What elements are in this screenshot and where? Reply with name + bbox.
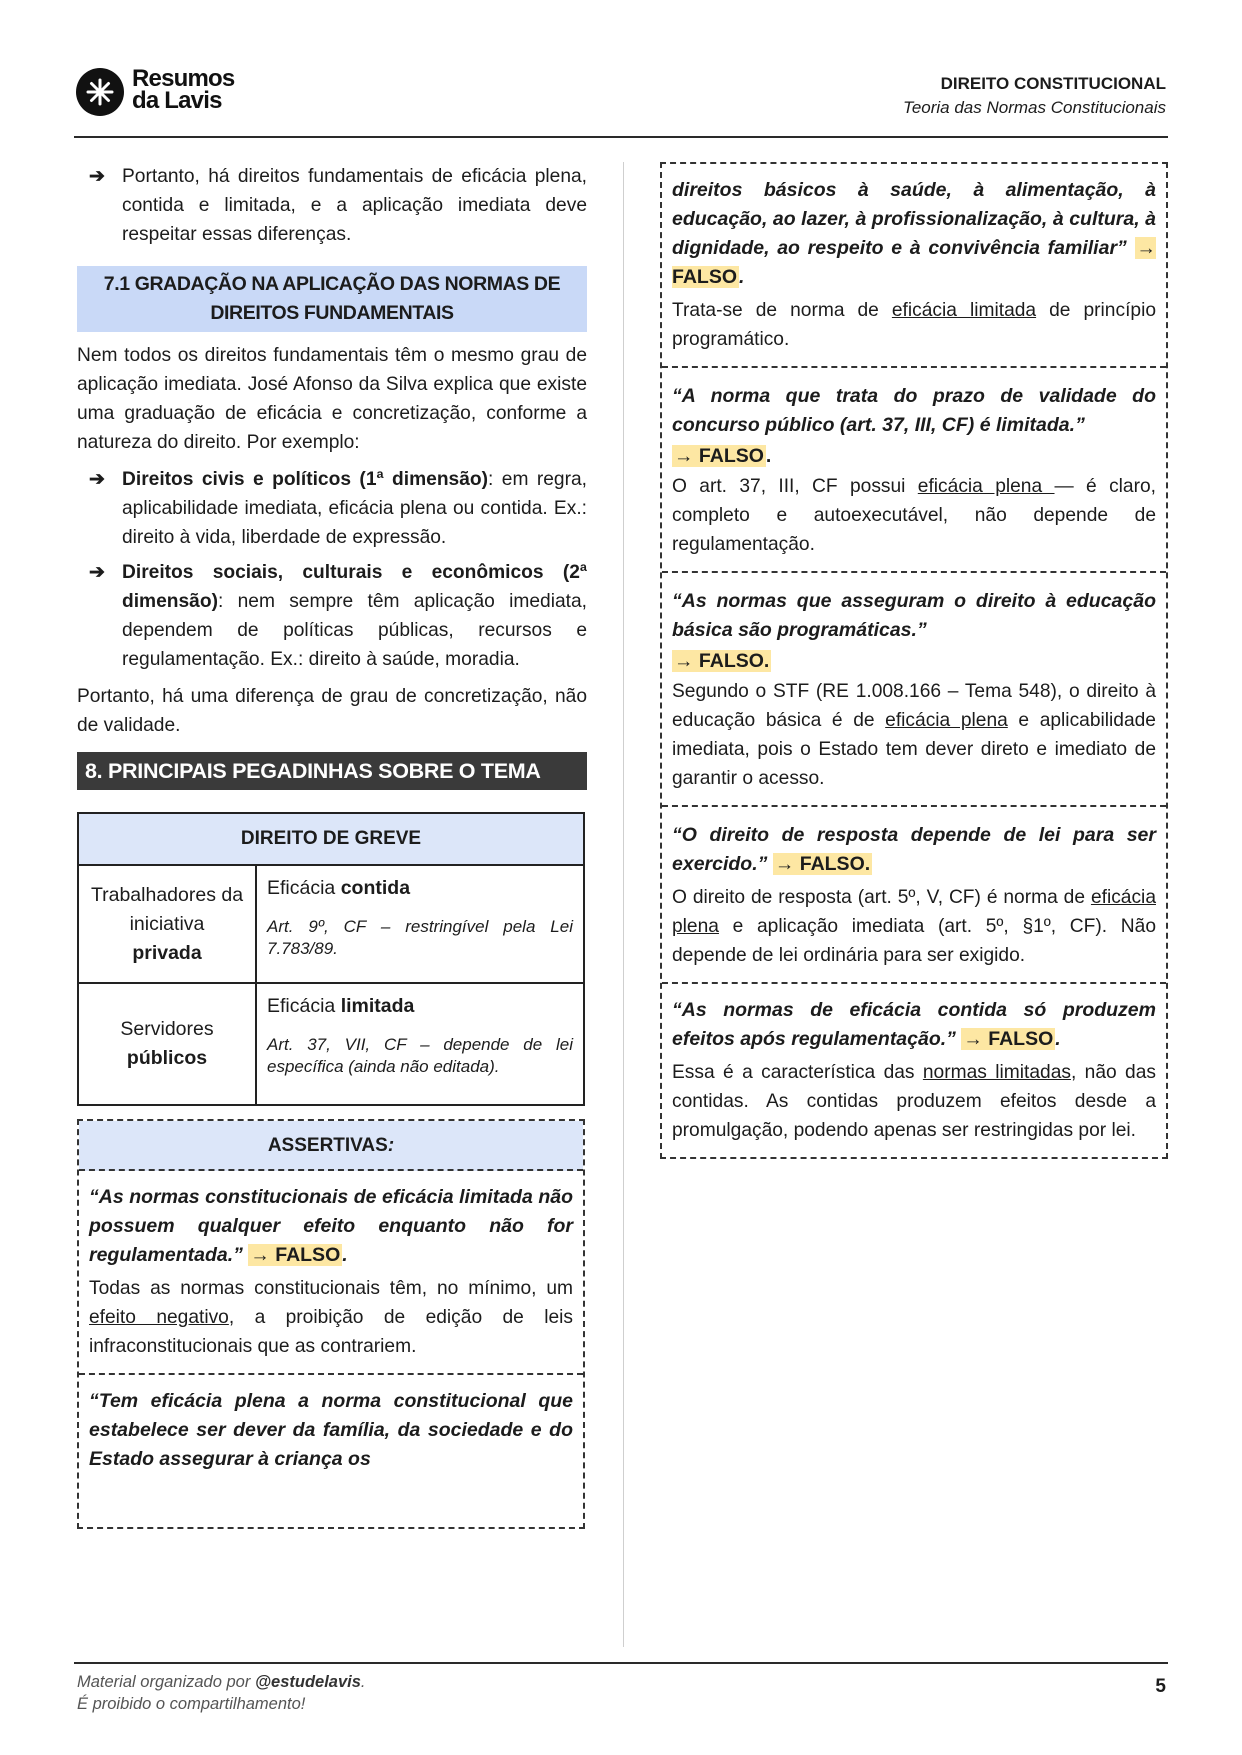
footer-credit-text: Material organizado por — [77, 1673, 255, 1691]
answer-underlined: normas limitadas — [922, 1062, 1071, 1083]
page-footer — [77, 1671, 366, 1715]
answer-underlined: eficácia plena — [917, 476, 1055, 497]
assertion-entry — [662, 984, 1166, 1157]
verdict-line — [672, 645, 1156, 677]
assertion-answer — [672, 472, 1156, 559]
asterisk-icon — [76, 68, 124, 116]
footer-divider — [74, 1662, 1168, 1664]
brand-name — [132, 65, 235, 114]
efficacy-kind: contida — [340, 877, 411, 899]
verdict-badge: → FALSO — [250, 1244, 341, 1266]
footer-notice: É proibido o compartilhamento! — [77, 1695, 306, 1713]
page-number: 5 — [1155, 1676, 1166, 1697]
table-row — [78, 983, 584, 1105]
intro-arrow-item — [77, 162, 587, 249]
answer-underlined: eficácia plena — [885, 710, 1008, 731]
answer-text: e aplicabilidade imediata, pois o Estado tem dever direto e imediato de garantir o acesso. — [672, 710, 1156, 789]
intro-arrow-text: Portanto, há direitos fundamentais de eficácia plena, contida e limitada, e a aplicação imediata deve respeitar essas diferenças. — [122, 166, 587, 245]
verdict-badge: → FALSO. — [674, 650, 770, 672]
assertion-question: “As normas que asseguram o direito à educação básica são programáticas.” — [672, 590, 1156, 641]
row-label-text: Trabalhadores da iniciativa — [90, 883, 244, 935]
verdict-badge: → FALSO. — [774, 853, 871, 875]
assertivas-heading — [79, 1121, 583, 1171]
table-row — [78, 865, 584, 983]
bullet-first-dimension-text: : em regra, aplicabilidade imediata, eficácia plena ou contida. Ex.: direito à vida, liberdade de expressão. — [122, 469, 587, 548]
document-title-block — [903, 72, 1166, 120]
answer-text: Trata-se de norma de — [672, 300, 892, 321]
row-label-text: Servidores — [120, 1018, 214, 1040]
answer-text: e aplicação imediata (art. 5º, §1º, CF). Não depende de lei ordinária para ser exigido. — [672, 916, 1156, 966]
row-label-bold: privada — [132, 941, 202, 964]
arrow-icon: ➔ — [89, 166, 106, 187]
efficacy-prefix: Eficácia — [267, 877, 341, 899]
greve-table-header-row — [78, 813, 584, 865]
assertion-entry — [662, 807, 1166, 984]
answer-underlined: eficácia limitada — [891, 300, 1037, 321]
assertion-entry — [79, 1375, 583, 1486]
efficacy-kind: limitada — [340, 995, 415, 1017]
assertion-question: “As normas de eficácia contida só produzem efeitos após regulamentação.” → FALSO . — [672, 999, 1156, 1050]
answer-text: O art. 37, III, CF possui — [672, 476, 918, 497]
footer-credit — [77, 1671, 366, 1693]
bullet-second-dimension-title: Direitos sociais, culturais e econômicos (2ª dimensão) — [122, 562, 587, 612]
bullet-second-dimension-text: : nem sempre têm aplicação imediata, dependem de políticas públicas, recursos e regulamentação. Ex.: direito à saúde, moradia. — [122, 591, 587, 670]
row-value-public-servants — [256, 983, 584, 1105]
question-text: “O direito de resposta depende de lei para ser exercido.” — [672, 824, 1156, 875]
assertion-entry — [79, 1171, 583, 1375]
assertion-answer — [672, 883, 1156, 970]
assertion-question: “A norma que trata do prazo de validade do concurso público (art. 37, III, CF) é limitada.” — [672, 385, 1156, 436]
assertion-answer — [672, 1058, 1156, 1145]
assertion-answer — [672, 296, 1156, 354]
assertion-entry — [662, 164, 1166, 368]
verdict-badge: → FALSO — [672, 237, 1156, 288]
section-7-1-heading: 7.1 GRADAÇÃO NA APLICAÇÃO DAS NORMAS DE DIREITOS FUNDAMENTAIS — [77, 266, 587, 332]
page-header — [76, 66, 1166, 136]
row-label-bold: públicos — [126, 1047, 208, 1069]
greve-table-header: DIREITO DE GREVE — [78, 813, 584, 865]
answer-text: de princípio programático. — [672, 300, 1157, 350]
question-text: “As normas de eficácia contida só produzem efeitos após regulamentação.” — [672, 999, 1156, 1050]
assertion-question — [672, 821, 1156, 879]
verdict-line: → FALSO . — [674, 445, 772, 467]
answer-text: — é claro, completo e autoexecutável, não depende de regulamentação. — [672, 476, 1156, 555]
answer-text: Todas as normas constitucionais têm, no mínimo, um — [89, 1278, 573, 1299]
legal-note: Art. 9º, CF – restringível pela Lei 7.783/89. — [267, 917, 573, 958]
efficacy-prefix: Eficácia — [267, 995, 341, 1017]
assertivas-box-left — [77, 1119, 585, 1529]
row-label-public-servants — [78, 983, 256, 1105]
question-text: “As normas constitucionais de eficácia limitada não possuem qualquer efeito enquanto não for regulamentada.” — [89, 1186, 573, 1266]
assertion-entry — [662, 368, 1166, 573]
assertion-answer — [89, 1274, 573, 1361]
answer-underlined: eficácia plena — [672, 887, 1156, 937]
assertion-question: “Tem eficácia plena a norma constitucional que estabelece ser dever da família, da sociedade e do Estado assegurar à criança os — [89, 1390, 573, 1470]
section-8-heading: 8. PRINCIPAIS PEGADINHAS SOBRE O TEMA — [77, 752, 587, 790]
conclusion-paragraph: Portanto, há uma diferença de grau de concretização, não de validade. — [77, 686, 587, 736]
answer-underlined: efeito negativo — [89, 1307, 229, 1328]
brand-line-2: da Lavis — [132, 87, 222, 114]
document-subtitle: Teoria das Normas Constitucionais — [903, 98, 1166, 117]
answer-text: , não das contidas. As contidas produzem efeitos desde a promulgação, podendo apenas ser restringidas por lei. — [672, 1062, 1156, 1141]
section-7-1-paragraph: Nem todos os direitos fundamentais têm o mesmo grau de aplicação imediata. José Afonso da Silva explica que existe uma graduação de eficácia e concretização, conforme a natureza do direito. Por exemplo: — [77, 345, 587, 453]
assertivas-colon: : — [387, 1135, 395, 1156]
assertion-question: “As normas constitucionais de eficácia limitada não possuem qualquer efeito enquanto não for regulamentada.” → FALSO . — [89, 1186, 573, 1266]
efficacy-type — [267, 874, 573, 902]
answer-text: Segundo o STF (RE 1.008.166 – Tema 548), o direito à educação básica é de — [672, 681, 1156, 731]
greve-table — [77, 812, 585, 1106]
arrow-icon: ➔ — [89, 562, 106, 583]
header-divider — [74, 136, 1168, 138]
assertivas-box-right — [660, 162, 1168, 1159]
left-column — [77, 162, 587, 1529]
verdict-badge: → FALSO — [963, 1028, 1054, 1050]
row-label-private-workers — [78, 865, 256, 983]
assertivas-label: ASSERTIVAS — [267, 1135, 388, 1156]
answer-text: O direito de resposta (art. 5º, V, CF) é norma de — [672, 887, 1091, 908]
assertion-answer — [672, 677, 1156, 793]
document-title: DIREITO CONSTITUCIONAL — [940, 74, 1166, 93]
brand-line-1: Resumos — [132, 65, 235, 92]
assertion-entry — [662, 573, 1166, 807]
legal-note: Art. 37, VII, CF – depende de lei específica (ainda não editada). — [267, 1035, 573, 1076]
row-value-private-workers — [256, 865, 584, 983]
column-divider — [623, 162, 624, 1647]
footer-handle: @estudelavis — [254, 1673, 361, 1691]
answer-text: Essa é a característica das — [672, 1062, 923, 1083]
bullet-first-dimension-title: Direitos civis e políticos (1ª dimensão) — [122, 469, 488, 490]
assertion-question: direitos básicos à saúde, à alimentação, à educação, ao lazer, à profissionalização, à cultura, à dignidade, ao respeito e à convivência familiar” → FALSO . — [672, 179, 1156, 288]
bullet-first-dimension — [77, 465, 587, 552]
footer-credit-end: . — [360, 1673, 366, 1691]
question-text: direitos básicos à saúde, à alimentação, à educação, ao lazer, à profissionalização, à cultura, à dignidade, ao respeito e à convivência familiar” — [672, 179, 1156, 259]
right-column — [660, 162, 1170, 1159]
brand-logo-icon — [76, 68, 124, 116]
efficacy-type — [267, 992, 573, 1020]
answer-text: , a proibição de edição de leis infraconstitucionais que as contrariem. — [89, 1307, 573, 1357]
verdict-badge: → FALSO — [674, 445, 764, 467]
bullet-second-dimension — [77, 558, 587, 674]
arrow-icon: ➔ — [89, 469, 106, 490]
